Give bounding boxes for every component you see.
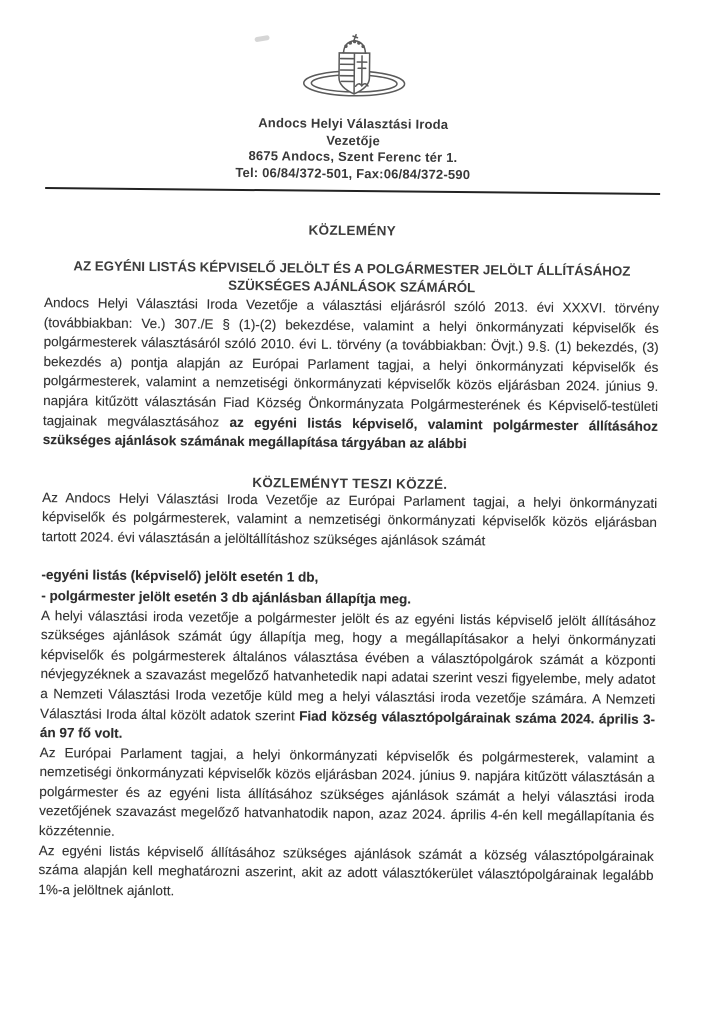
letterhead <box>45 113 661 185</box>
paragraph-percentage: Az egyéni listás képviselő állításához szükséges ajánlások számát a község választópolgárainak száma alapján kell meghatározni aszerint, akit az adott választókerület választópolgárainak legalább 1%-a jelöltnek ajánlott. <box>38 841 654 906</box>
header-divider <box>45 187 660 195</box>
document-title: KÖZLEMÉNY <box>45 220 660 241</box>
announcement-heading: KÖZLEMÉNYT TESZI KÖZZÉ. <box>42 473 657 494</box>
paragraph-method-bold: Fiad község választópolgárainak száma 2024. április 3-án 97 fő volt. <box>40 708 655 741</box>
emblem <box>46 30 662 114</box>
recommendation-count-list <box>41 564 656 612</box>
paragraph-legal-basis <box>43 293 659 456</box>
paragraph-legal-basis-text: Andocs Helyi Választási Iroda Vezetője a választási eljárásról szóló 2013. évi XXXVI. törvény (továbbiakban: Ve.) 307./E § (1)-(2) bekezdése, valamint a helyi önkormányzati képviselők és polgármesterek választásáról szóló 2010. évi L. törvény (a továbbiakban: Övjt.) 9.§. (1) bekezdés, (3) bekezdés a) pontja alapján az Európai Parlament tagjai, a helyi önkormányzati képviselők és polgármesterek, valamint a nemzetiségi önkormányzati képviselők közös eljárásban 2024. június 9. napjára kitűzött választásán Fiad Község Önkormányzata Polgármesterének és Képviselő-testületi tagjainak megválasztásához <box>43 295 659 429</box>
paragraph-method <box>40 606 656 749</box>
paragraph-method-text: A helyi választási iroda vezetője a polgármester jelölt és az egyéni listás képviselő jelölt állításához szükséges ajánlások számát úgy állapítja meg, hogy a megállapításakor a helyi önkormányzati képviselők és polgármesterek általános választása évében a választópolgárok számát a központi névjegyzéknek a szavazást megelőző hatvanhetedik napi adatai szerint veszi figyelembe, mely adatot a Nemzeti Választási Iroda vezetője küld meg a helyi választási iroda vezetője számára. A Nemzeti Választási Iroda által közölt adatok szerint <box>40 608 656 723</box>
paragraph-intro: Az Andocs Helyi Választási Iroda Vezetője az Európai Parlament tagjai, a helyi önkormányzati képviselők és polgármesterek, valamint a nemzetiségi önkormányzati képviselők közös eljárásban tartott 2024. évi választásán a jelöltállításhoz szükséges ajánlások számát <box>42 488 658 553</box>
org-name: Andocs Helyi Választási Iroda <box>46 113 661 135</box>
org-address: 8675 Andocs, Szent Ferenc tér 1. <box>45 146 660 168</box>
document-page <box>37 0 662 1027</box>
document-subtitle: AZ EGYÉNI LISTÁS KÉPVISELŐ JELÖLT ÉS A POLGÁRMESTER JELÖLT ÁLLÍTÁSÁHOZ SZÜKSÉGES AJÁNLÁSOK SZÁMÁRÓL <box>44 257 659 299</box>
paragraph-legal-basis-bold: az egyéni listás képviselő, valamint polgármester állításához szükséges ajánlások számának megállapítása tárgyában az alábbi <box>43 414 658 451</box>
list-item-mayor: - polgármester jelölt esetén 3 db ajánlásban állapítja meg. <box>41 585 656 612</box>
paragraph-deadline: Az Európai Parlament tagjai, a helyi önkormányzati képviselők és polgármesterek, valamint a nemzetiségi önkormányzati képviselők közös eljárásban 2024. június 9. napjára kitűzött választásán a polgármester és az egyéni lista állításához szükséges ajánlások számát a helyi választási iroda vezetőjének szavazást megelőző hatvanhatodik napon, azaz 2024. április 4-én kell megállapítania és közzétennie. <box>39 743 655 847</box>
hungarian-coat-of-arms-icon <box>295 32 412 111</box>
org-role: Vezetője <box>46 130 661 152</box>
list-item-representative: -egyéni listás (képviselő) jelölt esetén 1 db, <box>41 564 656 591</box>
org-phone: Tel: 06/84/372-501, Fax:06/84/372-590 <box>45 163 660 185</box>
